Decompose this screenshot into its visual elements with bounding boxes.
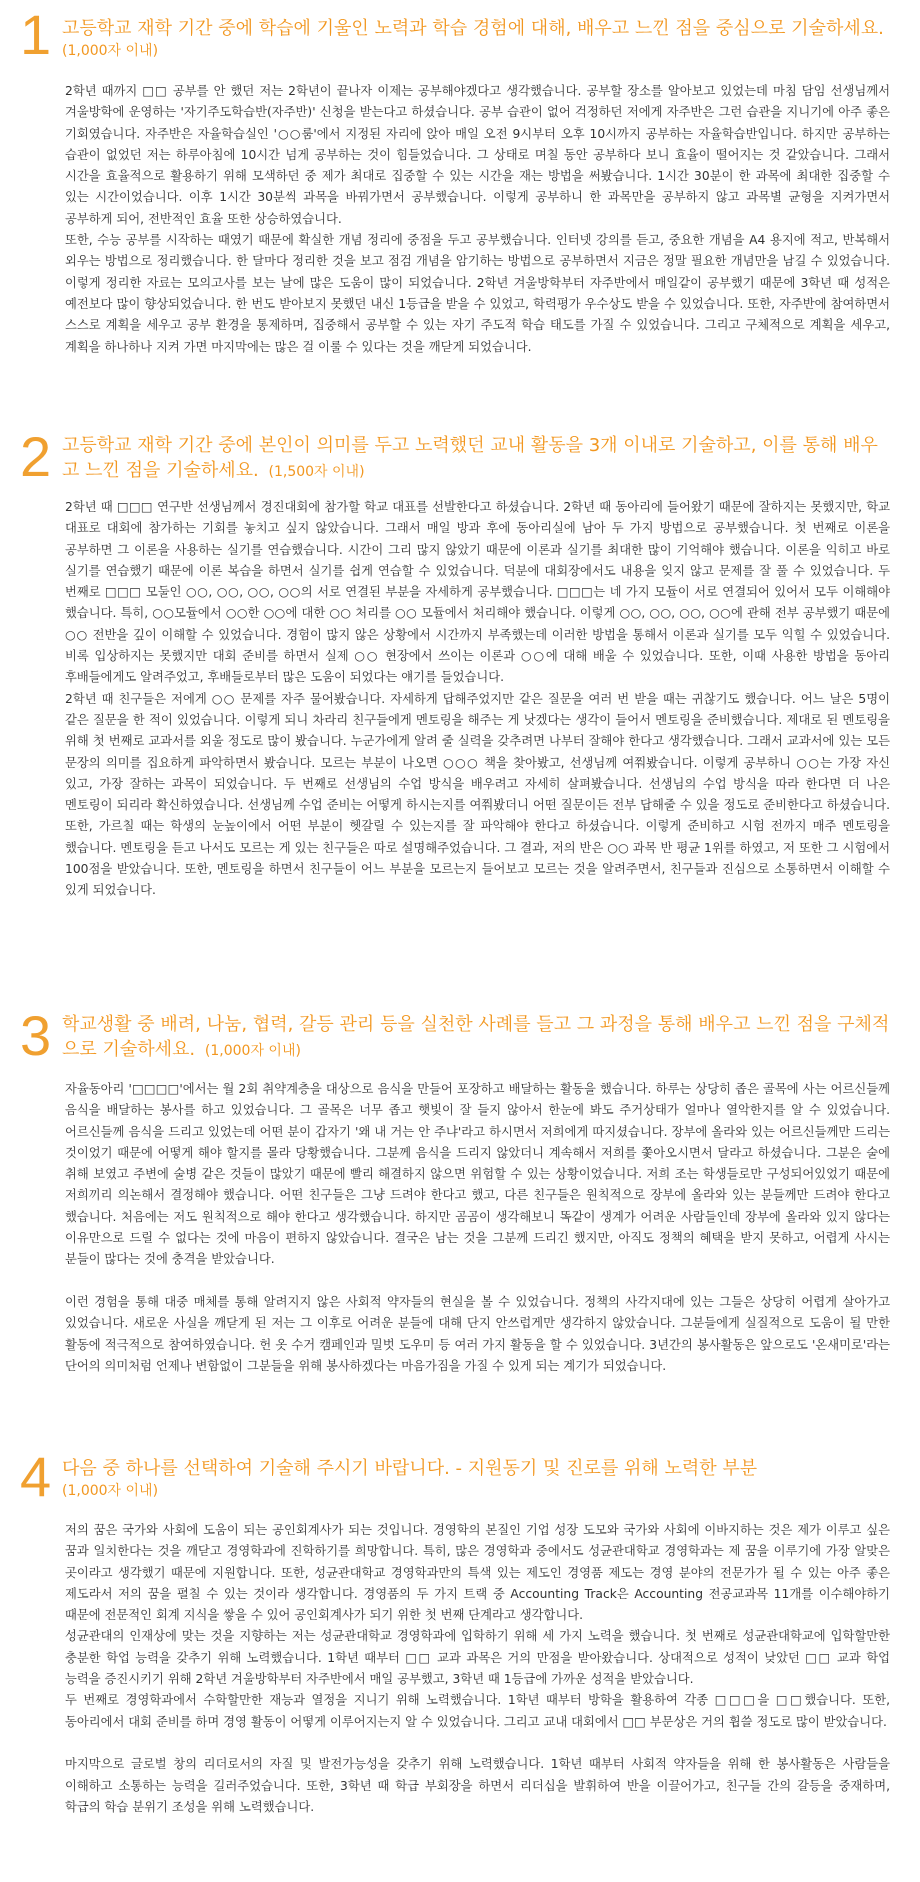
answer-paragraph: 마지막으로 글로벌 창의 리더로서의 자질 및 발전가능성을 갖추기 위해 노력했습니다. 1학년 때부터 사회적 약자들을 위해 한 봉사활동은 사람들을 이해하고 소통하는 능력을 길러주었습니다. 또한, 3학년 때 학급 부회장을 하면서 리더십을 발휘하여 반을 이끌어가고, 친구들 간의 갈등을 중재하며, 학급의 학습 분위기 조성을 위해 노력했습니다. bbox=[65, 1757, 890, 1814]
answer-paragraph: 이런 경험을 통해 대중 매체를 통해 알려지지 않은 사회적 약자들의 현실을 볼 수 있었습니다. 정책의 사각지대에 있는 그들은 상당히 어렵게 살아가고 있었습니다. 새로운 사실을 깨닫게 된 저는 그 이후로 어려운 분들에 대해 단지 안쓰럽게만 생각하지 않았습니다. 그분들에게 실질적으로 도움이 될 만한 활동에 적극적으로 참여하였습니다. 헌 옷 수거 캠페인과 밀벗 도우미 등 여러 가지 활동을 할 수 있었습니다. 3년간의 봉사활동은 앞으로도 '온새미로'라는 단어의 의미처럼 언제나 변함없이 그분들을 위해 봉사하겠다는 마음가짐을 가질 수 있게 되는 계기가 되었습니다. bbox=[65, 1294, 890, 1373]
character-limit: (1,000자 이내) bbox=[62, 43, 159, 59]
answer-paragraph: 2학년 때 친구들은 저에게 ○○ 문제를 자주 물어봤습니다. 자세하게 답해주었지만 같은 질문을 여러 번 받을 때는 귀찮기도 했습니다. 어느 날은 5명이 같은 질문을 한 적이 있었습니다. 이렇게 되니 차라리 친구들에게 멘토링을 해주는 게 낫겠다는 생각이 들어서 멘토링을 준비했습니다. 제대로 된 멘토링을 위해 첫 번째로 교과서를 외울 정도로 많이 봤습니다. 누군가에게 알려 줄 실력을 갖추려면 나부터 잘해야 한다고 생각했습니다. 그래서 교과서에 있는 모든 문장의 의미를 집요하게 파악하면서 봤습니다. 모르는 부분이 나오면 ○○○ 책을 찾아봤고, 선생님께 여쭤봤습니다. 이렇게 공부하니 ○○는 가장 자신 있고, 가장 잘하는 과목이 되었습니다. 두 번째로 선생님의 수업 방식을 배우려고 자세히 살펴봤습니다. 선생님의 수업 방식을 따라 한다면 더 나은 멘토링이 되리라 확신하였습니다. 선생님께 수업 준비는 어떻게 하시는지를 여쭤봤더니 어떤 질문이든 전부 답해줄 수 있을 정도로 준비한다고 하셨습니다. 또한, 가르칠 때는 학생의 눈높이에서 어떤 부분이 헷갈릴 수 있는지를 잘 파악해야 한다고 하셨습니다. 이렇게 준비하고 시험 전까지 매주 멘토링을 했습니다. 멘토링을 듣고 나서도 모르는 게 있는 친구들은 따로 설명해주었습니다. 그 결과, 저의 반은 ○○ 과목 반 평균 1위를 하였고, 저 또한 그 시험에서 100점을 받았습니다. 또한, 멘토링을 하면서 친구들이 어느 부분을 모르는지 들어보고 모르는 것을 알려주면서, 친구들과 진심으로 소통하면서 이해할 수 있게 되었습니다. bbox=[65, 691, 890, 898]
question-header bbox=[0, 3, 920, 66]
question-title bbox=[62, 433, 892, 485]
answer-paragraph: 2학년 때까지 □□ 공부를 안 했던 저는 2학년이 끝나자 이제는 공부해야겠다고 생각했습니다. 공부할 장소를 알아보고 있었는데 마침 담임 선생님께서 겨울방학에 운영하는 '자기주도학습반(자주반)' 신청을 받는다고 하셨습니다. 공부 습관이 없어 걱정하던 저에게 자주반은 그런 습관을 지니기에 아주 좋은 기회였습니다. 자주반은 자율학습실인 '○○룸'에서 지정된 자리에 앉아 매일 오전 9시부터 오후 10시까지 공부하는 자율학습반입니다. 하지만 공부하는 습관이 없었던 저는 하루아침에 10시간 넘게 공부하는 것이 힘들었습니다. 그 상태로 며칠 동안 공부하다 보니 효율이 떨어지는 것 같았습니다. 그래서 시간을 효율적으로 활용하기 위해 모색하던 중 제가 최대로 집중할 수 있는 시간을 재는 방법을 써봤습니다. 1시간 30분이 한 과목에 최대한 집중할 수 있는 시간이었습니다. 이후 1시간 30분씩 과목을 바꿔가면서 공부했습니다. 이렇게 공부하니 한 과목만을 공부하지 않고 과목별 균형을 지켜가면서 공부하게 되어, 전반적인 효율 또한 상승하였습니다. bbox=[65, 84, 890, 226]
question-number: 4 bbox=[20, 1445, 52, 1508]
question-section-3 bbox=[0, 1004, 920, 1373]
answer-body bbox=[65, 1079, 890, 1377]
answer-paragraph: 저의 꿈은 국가와 사회에 도움이 되는 공인회계사가 되는 것입니다. 경영학의 본질인 기업 성장 도모와 국가와 사회에 이바지하는 것은 제가 이루고 싶은 꿈과 일치한다는 것을 깨닫고 경영학과에 진학하기를 희망합니다. 특히, 많은 경영학과 중에서도 성균관대학교 경영학과는 제 꿈을 이루기에 가장 알맞은 곳이라고 생각했기 때문에 지원합니다. 또한, 성균관대학교 경영학과만의 특색 있는 제도인 경영품 제도는 경영 분야의 전문가가 될 수 있는 아주 좋은 제도라서 저의 꿈을 펼칠 수 있는 것이라 생각합니다. 경영품의 두 가지 트랙 중 Accounting Track은 Accounting 전공교과목 11개를 이수해야하기 때문에 전문적인 회계 지식을 쌓을 수 있어 공인회계사가 되기 위한 첫 번째 단계라고 생각합니다. bbox=[65, 1523, 890, 1623]
question-text: 고등학교 재학 기간 중에 본인이 의미를 두고 노력했던 교내 활동을 3개 이내로 기술하고, 이를 통해 배우고 느낀 점을 기술하세요. bbox=[62, 435, 878, 481]
question-section-4 bbox=[0, 1445, 920, 1814]
character-limit: (1,500자 이내) bbox=[268, 464, 365, 480]
question-text: 학교생활 중 배려, 나눔, 협력, 갈등 관리 등을 실천한 사례를 들고 그 과정을 통해 배우고 느낀 점을 구체적으로 기술하세요. bbox=[62, 1014, 890, 1060]
answer-paragraph: 자율동아리 '□□□□'에서는 월 2회 취약계층을 대상으로 음식을 만들어 포장하고 배달하는 활동을 했습니다. 하루는 상당히 좁은 골목에 사는 어르신들께 음식을 배달하는 봉사를 하고 있었습니다. 그 골목은 너무 좁고 햇빛이 잘 들지 않아서 한눈에 봐도 주거상태가 얼마나 열악한지를 알 수 있었습니다. 어르신들께 음식을 드리고 있었는데 어떤 분이 갑자기 '왜 내 거는 안 주냐'라고 하시면서 저희에게 따지셨습니다. 장부에 올라와 있는 어르신들께만 드리는 것이었기 때문에 어떻게 해야 할지를 몰라 당황했습니다. 그분께 음식을 드리지 않았더니 계속해서 저희를 쫓아오시면서 달라고 하셨습니다. 그분은 술에 취해 보였고 주변에 술병 같은 것들이 많았기 때문에 빨리 해결하지 않으면 위험할 수 있는 상황이었습니다. 저희 조는 학생들로만 구성되어있었기 때문에 저희끼리 의논해서 결정해야 했습니다. 어떤 친구들은 그냥 드려야 한다고 했고, 다른 친구들은 원칙적으로 장부에 올라와 있는 분들께만 드려야 한다고 했습니다. 처음에는 저도 원칙적으로 해야 한다고 생각했습니다. 하지만 곰곰이 생각해보니 똑같이 생계가 어려운 사람들인데 장부에 올라와 있지 않다는 이유만으로 드릴 수 없다는 것에 마음이 편하지 않았습니다. 결국은 남는 것을 그분께 드리긴 했지만, 아직도 정책의 혜택을 받지 못하고, 어렵게 사시는 분들이 많다는 것에 충격을 받았습니다. bbox=[65, 1082, 890, 1267]
question-number: 2 bbox=[20, 425, 52, 488]
question-section-2 bbox=[0, 425, 920, 898]
question-number: 1 bbox=[20, 3, 52, 66]
answer-paragraph: 또한, 수능 공부를 시작하는 때였기 때문에 확실한 개념 정리에 중점을 두고 공부했습니다. 인터넷 강의를 듣고, 중요한 개념을 A4 용지에 적고, 반복해서 외우는 방법으로 정리했습니다. 한 달마다 정리한 것을 보고 점검 개념을 암기하는 방법으로 공부하면서 지금은 정말 필요한 개념만을 남길 수 있었습니다. 이렇게 정리한 자료는 모의고사를 보는 날에 많은 도움이 많이 되었습니다. 2학년 겨울방학부터 자주반에서 매일같이 공부했기 때문에 3학년 때 성적은 예전보다 많이 향상되었습니다. 한 번도 받아보지 못했던 내신 1등급을 받을 수 있었고, 학력평가 우수상도 받을 수 있었습니다. 또한, 자주반에 참여하면서 스스로 계획을 세우고 공부 환경을 통제하며, 집중해서 공부할 수 있는 자기 주도적 학습 태도를 가질 수 있었습니다. 그리고 구체적으로 계획을 세우고, 계획을 하나하나 지켜 가면 마지막에는 많은 걸 이룰 수 있다는 것을 깨닫게 되었습니다. bbox=[65, 233, 890, 354]
answer-body bbox=[65, 497, 890, 902]
question-title bbox=[62, 1456, 892, 1502]
question-header bbox=[0, 1445, 920, 1508]
answer-body bbox=[65, 1520, 890, 1818]
character-limit: (1,000자 이내) bbox=[62, 1483, 159, 1499]
question-header bbox=[0, 1004, 920, 1067]
answer-paragraph: 두 번째로 경영학과에서 수학할만한 재능과 열정을 지니기 위해 노력했습니다. 1학년 때부터 방학을 활용하여 각종 □□□을 □□했습니다. 또한, 동아리에서 대회 준비를 하며 경영 활동이 어떻게 이루어지는지 알 수 있었습니다. 그리고 교내 대회에서 □□ 부문상은 거의 휩쓸 정도로 많이 받았습니다. bbox=[65, 1693, 890, 1729]
question-header bbox=[0, 425, 920, 488]
question-title bbox=[62, 1012, 892, 1064]
answer-body bbox=[65, 81, 890, 358]
question-title bbox=[62, 16, 892, 62]
question-section-1 bbox=[0, 3, 920, 354]
question-text: 고등학교 재학 기간 중에 학습에 기울인 노력과 학습 경험에 대해, 배우고 느낀 점을 중심으로 기술하세요. bbox=[62, 18, 884, 39]
character-limit: (1,000자 이내) bbox=[204, 1043, 301, 1059]
question-number: 3 bbox=[20, 1004, 52, 1067]
answer-paragraph: 성균관대의 인재상에 맞는 것을 지향하는 저는 성균관대학교 경영학과에 입학하기 위해 세 가지 노력을 했습니다. 첫 번째로 성균관대학교에 입학할만한 충분한 학업 능력을 갖추기 위해 노력했습니다. 1학년 때부터 □□ 교과 과목은 거의 만점을 받아왔습니다. 상대적으로 성적이 낮았던 □□ 교과 학업 능력을 증진시키기 위해 2학년 겨울방학부터 자주반에서 매일 공부했고, 3학년 때 1등급에 가까운 성적을 받았습니다. bbox=[65, 1629, 890, 1687]
answer-paragraph: 2학년 때 □□□ 연구반 선생님께서 경진대회에 참가할 학교 대표를 선발한다고 하셨습니다. 2학년 때 동아리에 들어왔기 때문에 잘하지는 못했지만, 학교 대표로 대회에 참가하는 기회를 놓치고 싶지 않았습니다. 그래서 매일 방과 후에 동아리실에 남아 두 가지 방법으로 공부했습니다. 첫 번째로 이론을 공부하면 그 이론을 사용하는 실기를 연습했습니다. 시간이 그리 많지 않았기 때문에 이론과 실기를 최대한 많이 기억해야 했습니다. 이론을 익히고 바로 실기를 연습했기 때문에 이론 복습을 하면서 실기를 쉽게 연습할 수 있었습니다. 덕분에 대회장에서도 내용을 잊지 않고 문제를 잘 풀 수 있었습니다. 두 번째로 □□□ 모둘인 ○○, ○○, ○○, ○○의 서로 연결된 부분을 자세하게 공부했습니다. □□□는 네 가지 모듈이 서로 연결되어 있어서 모두 이해해야 했습니다. 특히, ○○모듈에서 ○○한 ○○에 대한 ○○ 처리를 ○○ 모듈에서 처리해야 했습니다. 이렇게 ○○, ○○, ○○, ○○에 관해 전부 공부했기 때문에 ○○ 전반을 깊이 이해할 수 있었습니다. 경험이 많지 않은 상황에서 시간까지 부족했는데 이러한 방법을 통해서 이론과 실기를 모두 익힐 수 있었습니다. 비록 입상하지는 못했지만 대회 준비를 하면서 실제 ○○ 현장에서 쓰이는 이론과 ○○에 대해 배울 수 있었습니다. 또한, 이때 사용한 방법을 동아리 후배들에게도 알려주었고, 후배들로부터 많은 도움이 되었다는 얘기를 들었습니다. bbox=[65, 500, 890, 685]
question-text: 다음 중 하나를 선택하여 기술해 주시기 바랍니다. - 지원동기 및 진로를 위해 노력한 부분 bbox=[62, 1458, 758, 1479]
